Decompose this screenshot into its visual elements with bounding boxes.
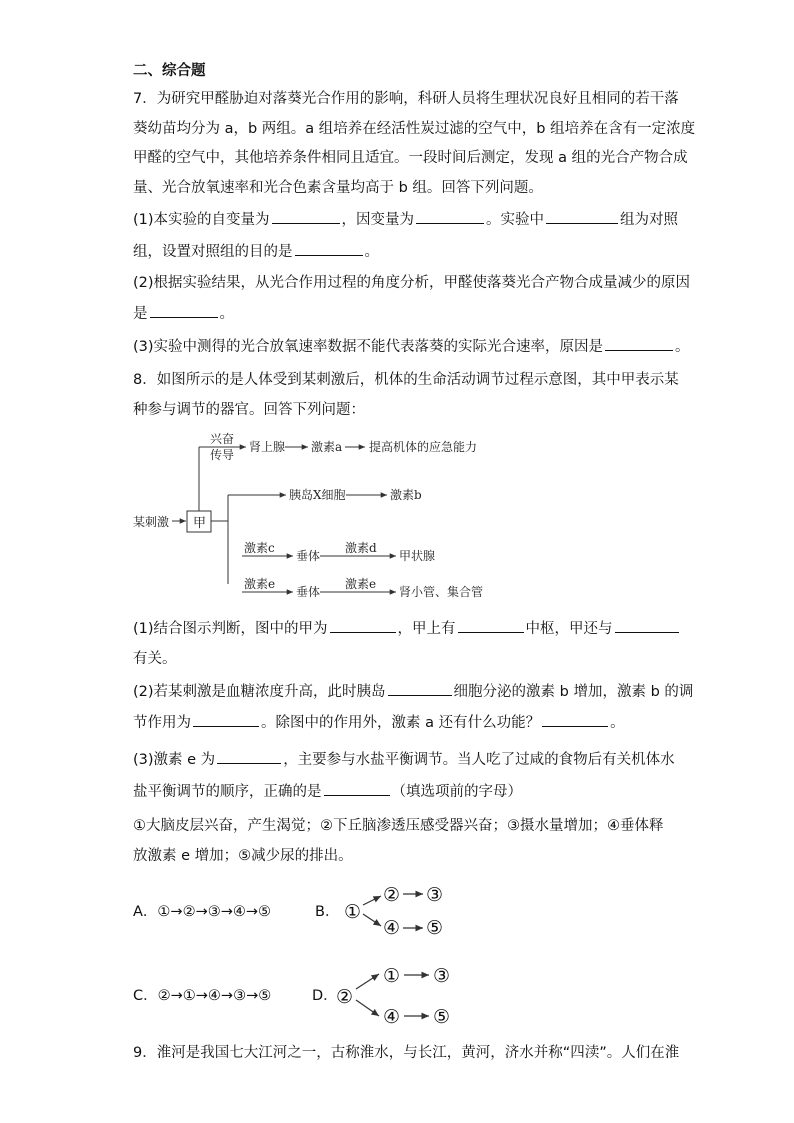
q9-intro-line: 9．淮河是我国七大江河之一，古称淮水，与长江，黄河，济水并称“四渎”。人们在淮: [133, 1045, 680, 1061]
q7-part1-text: 组为对照: [620, 212, 679, 228]
label-pituitary-2: 垂体: [296, 585, 321, 599]
q7-intro-line-3: 甲醛的空气中，其他培养条件相同且适宜。一段时间后测定，发现 a 组的光合产物合成: [133, 150, 688, 166]
circled-5: ⑤: [433, 1006, 451, 1028]
q7-part3-text: (3)实验中测得的光合放氧速率数据不能代表落葵的实际光合速率，原因是: [133, 339, 604, 355]
label-islet: 胰岛X细胞: [289, 488, 346, 502]
q8-part1-text: ，甲上有: [397, 621, 456, 637]
option-d-label[interactable]: D．: [312, 988, 338, 1004]
q8-intro-line-1: 8．如图所示的是人体受到某刺激后，机体的生命活动调节过程示意图，其中甲表示某: [133, 372, 679, 388]
circled-2: ②: [383, 884, 401, 906]
q8-intro-line-2: 种参与调节的器官。回答下列问题：: [133, 402, 365, 418]
q7-part1-text: 。: [364, 244, 379, 260]
q8-part3-line-4: 放激素 e 增加；⑤减少尿的排出。: [133, 848, 353, 864]
q7-intro-line-1: 7．为研究甲醛胁迫对落葵光合作用的影响，科研人员将生理状况良好且相同的若干落: [133, 91, 679, 107]
q8-part2-line-2: [133, 712, 625, 733]
label-jia: 甲: [193, 516, 207, 531]
q8-part1-text: 中枢，甲还与: [525, 621, 613, 637]
label-hormone-a: 激素a: [311, 440, 343, 454]
label-ability: 提高机体的应急能力: [369, 440, 478, 454]
q7-part3-text: 。: [675, 339, 690, 355]
circled-4: ④: [383, 917, 401, 939]
label-excite: 兴奋: [210, 432, 235, 446]
q8-part3-text: (3)激素 e 为: [133, 752, 216, 768]
option-c[interactable]: C．②→①→④→③→⑤: [133, 988, 272, 1004]
label-hormone-b: 激素b: [390, 488, 422, 502]
answer-blank[interactable]: [324, 781, 390, 796]
label-hormone-e: 激素e: [244, 577, 276, 591]
q8-part1-line-1: [133, 618, 681, 639]
circled-3: ③: [433, 965, 451, 987]
label-stimulus: 某刺激: [133, 515, 170, 529]
q7-part1-text: ，因变量为: [341, 212, 415, 228]
q7-intro-line-2: 葵幼苗均分为 a，b 两组。a 组培养在经活性炭过滤的空气中，b 组培养在含有一定浓度: [133, 121, 696, 137]
q8-part2-text: (2)若某刺激是血糖浓度升高，此时胰岛: [133, 684, 386, 700]
answer-blank[interactable]: [542, 712, 608, 727]
q8-part2-line-1: [133, 681, 693, 702]
q7-part2-line-1: (2)根据实验结果，从光合作用过程的角度分析，甲醛使落葵光合产物合成量减少的原因: [133, 275, 691, 291]
option-b-diagram: [344, 884, 443, 939]
circled-2: ②: [336, 986, 354, 1008]
answer-blank[interactable]: [217, 749, 281, 764]
q8-part2-text: 节作用为: [133, 715, 191, 731]
label-hormone-d: 激素d: [345, 541, 377, 555]
q8-part1-line-2: 有关。: [133, 651, 177, 667]
label-kidney: 肾小管、集合管: [399, 585, 484, 599]
q8-part3-text: 盐平衡调节的顺序，正确的是: [133, 784, 322, 800]
label-pituitary-1: 垂体: [296, 549, 321, 563]
q8-part2-text: 细胞分泌的激素 b 增加，激素 b 的调: [453, 684, 694, 700]
circled-3: ③: [426, 884, 444, 906]
q7-part1-text: 组，设置对照组的目的是: [133, 244, 293, 260]
circled-5: ⑤: [426, 917, 444, 939]
label-hormone-c: 激素c: [244, 541, 275, 555]
q8-part3-line-2: [133, 781, 522, 802]
circled-4: ④: [383, 1006, 401, 1028]
label-thyroid: 甲状腺: [399, 549, 436, 563]
option-a[interactable]: A．①→②→③→④→⑤: [133, 904, 272, 920]
q8-part3-line-3: ①大脑皮层兴奋，产生渴觉；②下丘脑渗透压感受器兴奋；③摄水量增加；④垂体释: [133, 818, 664, 834]
option-d-diagram: [336, 965, 450, 1028]
q7-part1-text: 。实验中: [486, 212, 545, 228]
section-title: 二、综合题: [133, 63, 206, 79]
q7-part2-text: 。: [219, 306, 234, 322]
label-adrenal: 肾上腺: [249, 440, 286, 454]
answer-blank[interactable]: [330, 618, 396, 633]
answer-blank[interactable]: [615, 618, 679, 633]
q8-part2-text: 。: [610, 715, 625, 731]
circled-1: ①: [344, 901, 362, 923]
q8-part2-text: 。除图中的作用外，激素 a 还有什么功能？: [261, 715, 541, 731]
answer-blank[interactable]: [193, 712, 259, 727]
answer-blank[interactable]: [458, 618, 524, 633]
q7-part2-text: 是: [133, 306, 148, 322]
answer-blank[interactable]: [388, 681, 452, 696]
q8-part3-text: （填选项前的字母）: [391, 784, 522, 800]
label-hormone-e: 激素e: [345, 577, 377, 591]
q7-part1-text: (1)本实验的自变量为: [133, 212, 270, 228]
q8-part3-line-1: [133, 749, 675, 770]
q7-intro-line-4: 量、光合放氧速率和光合色素含量均高于 b 组。回答下列问题。: [133, 180, 543, 196]
q8-part1-text: (1)结合图示判断，图中的甲为: [133, 621, 328, 637]
option-b-label[interactable]: B．: [315, 904, 340, 920]
q8-part3-text: ，主要参与水盐平衡调节。当人吃了过咸的食物后有关机体水: [283, 752, 675, 768]
circled-1: ①: [383, 965, 401, 987]
label-conduct: 传导: [210, 448, 235, 462]
